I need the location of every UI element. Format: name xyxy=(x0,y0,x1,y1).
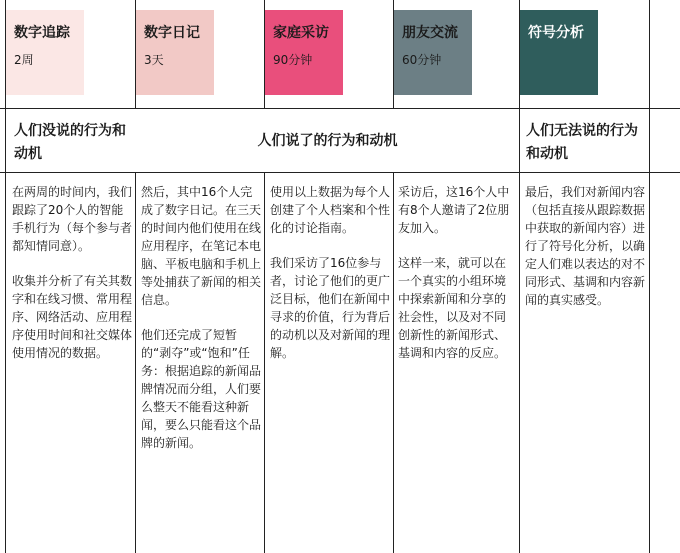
stage-label: 数字日记 xyxy=(144,25,200,41)
stage-duration: 90分钟 xyxy=(273,53,313,67)
stage-semiotic-analysis xyxy=(520,10,598,95)
header-unsaid: 人们没说的行为和动机 xyxy=(14,123,126,162)
paragraph: 这样一来，就可以在一个真实的小组环境中探索新闻和分享的社会性，以及对不同创新性的新闻形式、基调和内容的反应。 xyxy=(398,256,507,360)
paragraph: 使用以上数据为每个人创建了个人档案和个性化的讨论指南。 xyxy=(270,185,391,235)
column-interview-text xyxy=(270,183,390,379)
paragraph: 他们还完成了短暂的“剥夺”或“饱和”任务：根据追踪的新闻品牌情况而分组，人们要么整天不能看这种新闻，要么只能看这个品牌的新闻。 xyxy=(141,328,262,450)
paragraph: 在两周的时间内，我们跟踪了20个人的智能手机行为（每个参与者都知情同意）。 xyxy=(12,185,133,253)
stage-digital-tracking xyxy=(6,10,84,95)
paragraph: 然后，其中16个人完成了数字日记。在三天的时间内他们使用在线应用程序，在笔记本电脑、平板电脑和手机上等处捕获了新闻的相关信息。 xyxy=(141,185,262,307)
column-diary-text xyxy=(141,183,261,469)
stage-label: 家庭采访 xyxy=(273,25,329,41)
column-friends-text xyxy=(398,183,516,379)
header-said: 人们说了的行为和动机 xyxy=(257,133,398,149)
column-divider xyxy=(649,0,650,553)
stage-friend-exchange xyxy=(394,10,472,95)
paragraph: 我们采访了16位参与者，讨论了他们的更广泛目标，他们在新闻中寻求的价值，行为背后的动机以及对新闻的理解。 xyxy=(270,256,391,360)
column-divider xyxy=(135,172,136,553)
column-semiotic-text xyxy=(525,183,645,326)
stage-label: 朋友交流 xyxy=(402,25,458,41)
paragraph: 最后，我们对新闻内容（包括直接从跟踪数据中获取的新闻内容）进行了符号化分析，以确定人们难以表达的对不同形式、基调和内容新闻的真实感受。 xyxy=(525,185,646,307)
column-tracking-text xyxy=(12,183,132,379)
stage-home-interview xyxy=(265,10,343,95)
stage-label: 数字追踪 xyxy=(14,25,70,41)
row-divider xyxy=(0,108,680,109)
stage-digital-diary xyxy=(136,10,214,95)
column-divider xyxy=(393,172,394,553)
paragraph: 采访后，这16个人中有8个人邀请了2位朋友加入。 xyxy=(398,185,510,235)
stage-duration: 60分钟 xyxy=(402,53,442,67)
header-unsayable: 人们无法说的行为和动机 xyxy=(526,123,638,162)
row-divider xyxy=(0,172,680,173)
stage-label: 符号分析 xyxy=(528,25,584,41)
column-divider xyxy=(264,172,265,553)
stage-duration: 3天 xyxy=(144,53,164,67)
paragraph: 收集并分析了有关其数字和在线习惯、常用程序、网络活动、应用程序使用时间和社交媒体使用情况的数据。 xyxy=(12,274,133,360)
stage-duration: 2周 xyxy=(14,53,34,67)
